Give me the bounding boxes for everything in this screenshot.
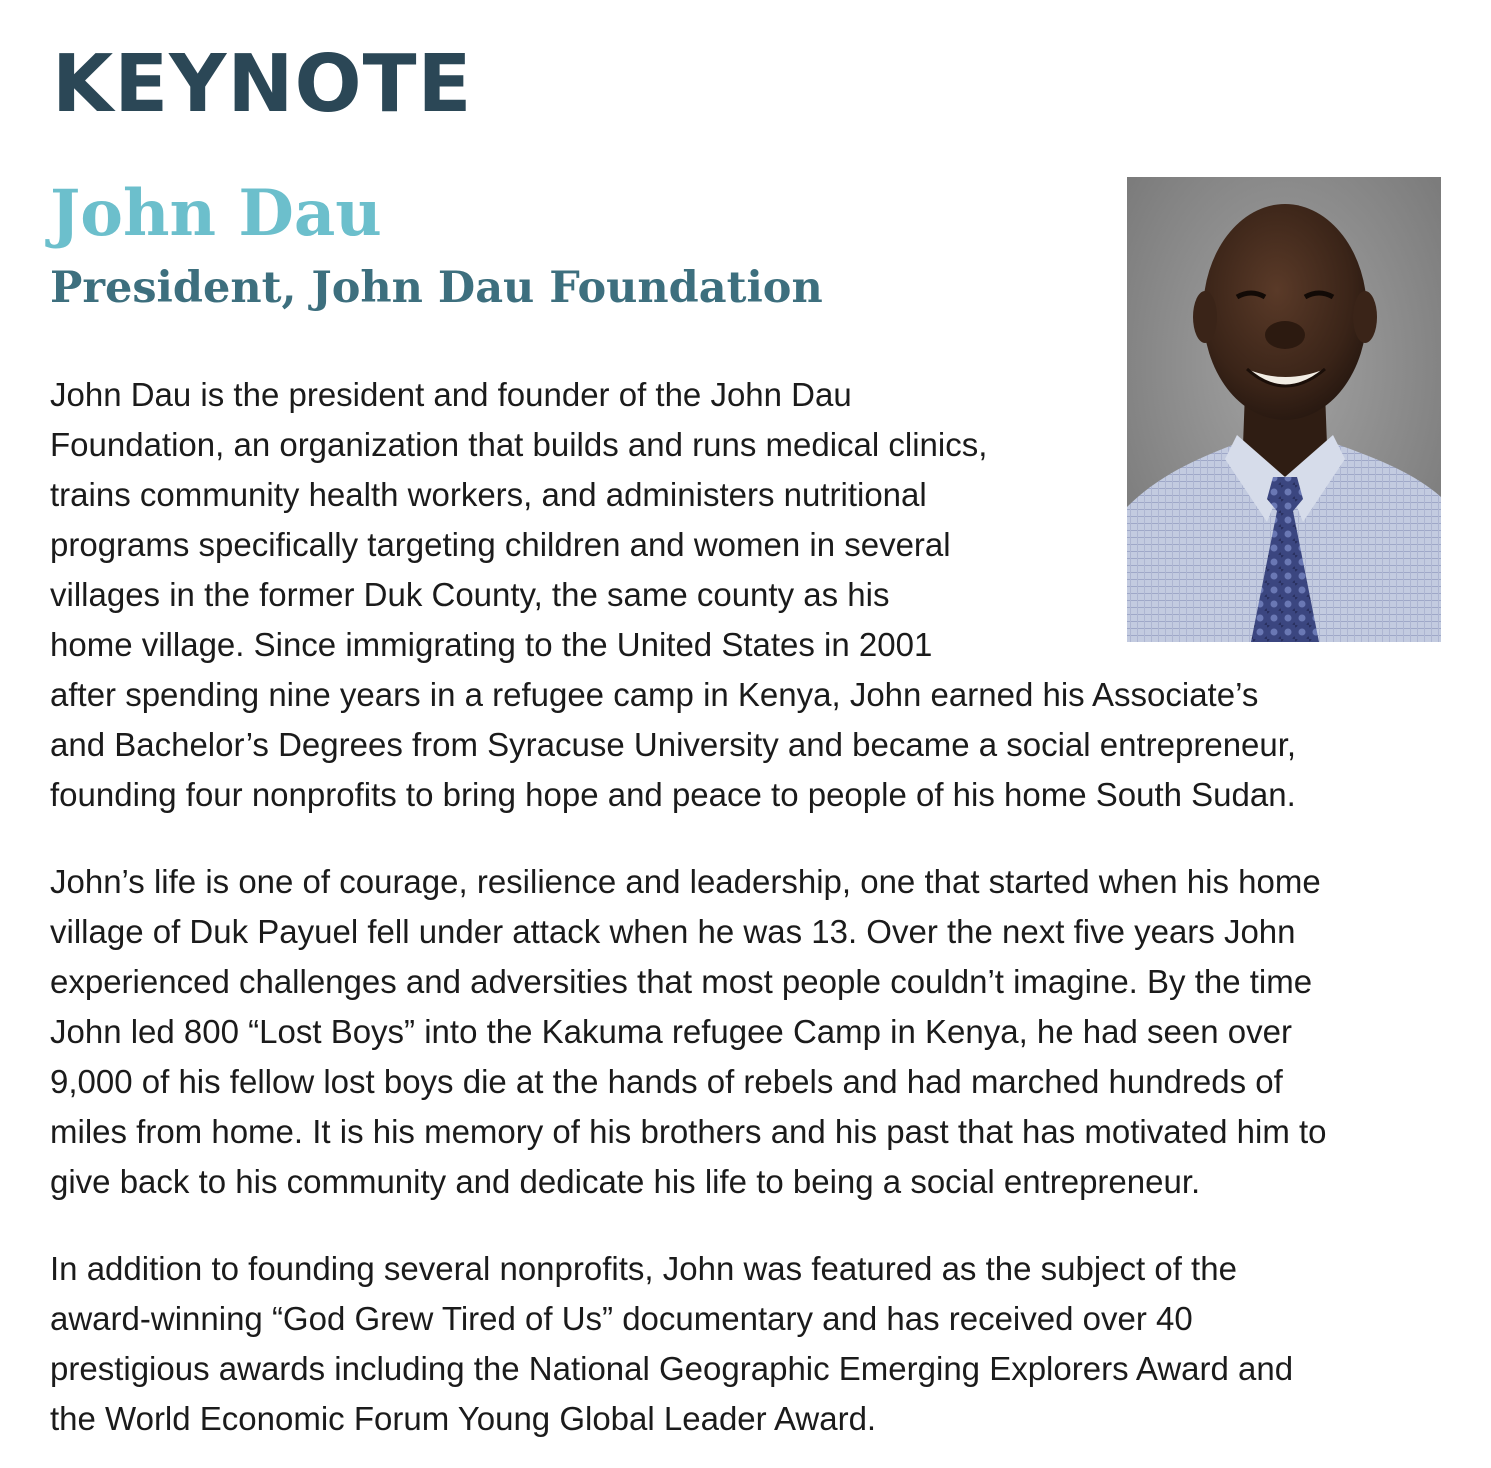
bio-line: programs specifically targeting children and women in several — [50, 526, 951, 563]
bio-line: In addition to founding several nonprofits, John was featured as the subject of the — [50, 1250, 1237, 1287]
section-label: KEYNOTE — [52, 38, 473, 130]
speaker-title: President, John Dau Foundation — [50, 263, 823, 313]
bio-line: after spending nine years in a refugee camp in Kenya, John earned his Associate’s — [50, 676, 1259, 713]
bio-line: 9,000 of his fellow lost boys die at the hands of rebels and had marched hundreds of — [50, 1063, 1283, 1100]
bio-line: John led 800 “Lost Boys” into the Kakuma refugee Camp in Kenya, he had seen over — [50, 1013, 1292, 1050]
bio-line: home village. Since immigrating to the United States in 2001 — [50, 626, 933, 663]
bio-paragraph-1 — [50, 370, 1450, 820]
bio-paragraph-2 — [50, 857, 1450, 1207]
bio-line: give back to his community and dedicate his life to being a social entrepreneur. — [50, 1163, 1201, 1200]
bio-line: award-winning “God Grew Tired of Us” documentary and has received over 40 — [50, 1300, 1193, 1337]
bio-line: John’s life is one of courage, resilience and leadership, one that started when his home — [50, 863, 1321, 900]
bio-line: villages in the former Duk County, the same county as his — [50, 576, 890, 613]
bio-line: and Bachelor’s Degrees from Syracuse University and became a social entrepreneur, — [50, 726, 1297, 763]
bio-line: village of Duk Payuel fell under attack when he was 13. Over the next five years John — [50, 913, 1296, 950]
speaker-name: John Dau — [50, 176, 382, 251]
bio-line: John Dau is the president and founder of the John Dau — [50, 376, 852, 413]
bio-line: founding four nonprofits to bring hope and peace to people of his home South Sudan. — [50, 776, 1296, 813]
bio-line: miles from home. It is his memory of his brothers and his past that has motivated him to — [50, 1113, 1327, 1150]
bio-paragraph-3 — [50, 1244, 1450, 1444]
bio-line: trains community health workers, and administers nutritional — [50, 476, 927, 513]
bio-line: experienced challenges and adversities that most people couldn’t imagine. By the time — [50, 963, 1313, 1000]
bio-line: prestigious awards including the National Geographic Emerging Explorers Award and — [50, 1350, 1294, 1387]
bio-line: Foundation, an organization that builds and runs medical clinics, — [50, 426, 988, 463]
bio-line: the World Economic Forum Young Global Leader Award. — [50, 1400, 877, 1437]
